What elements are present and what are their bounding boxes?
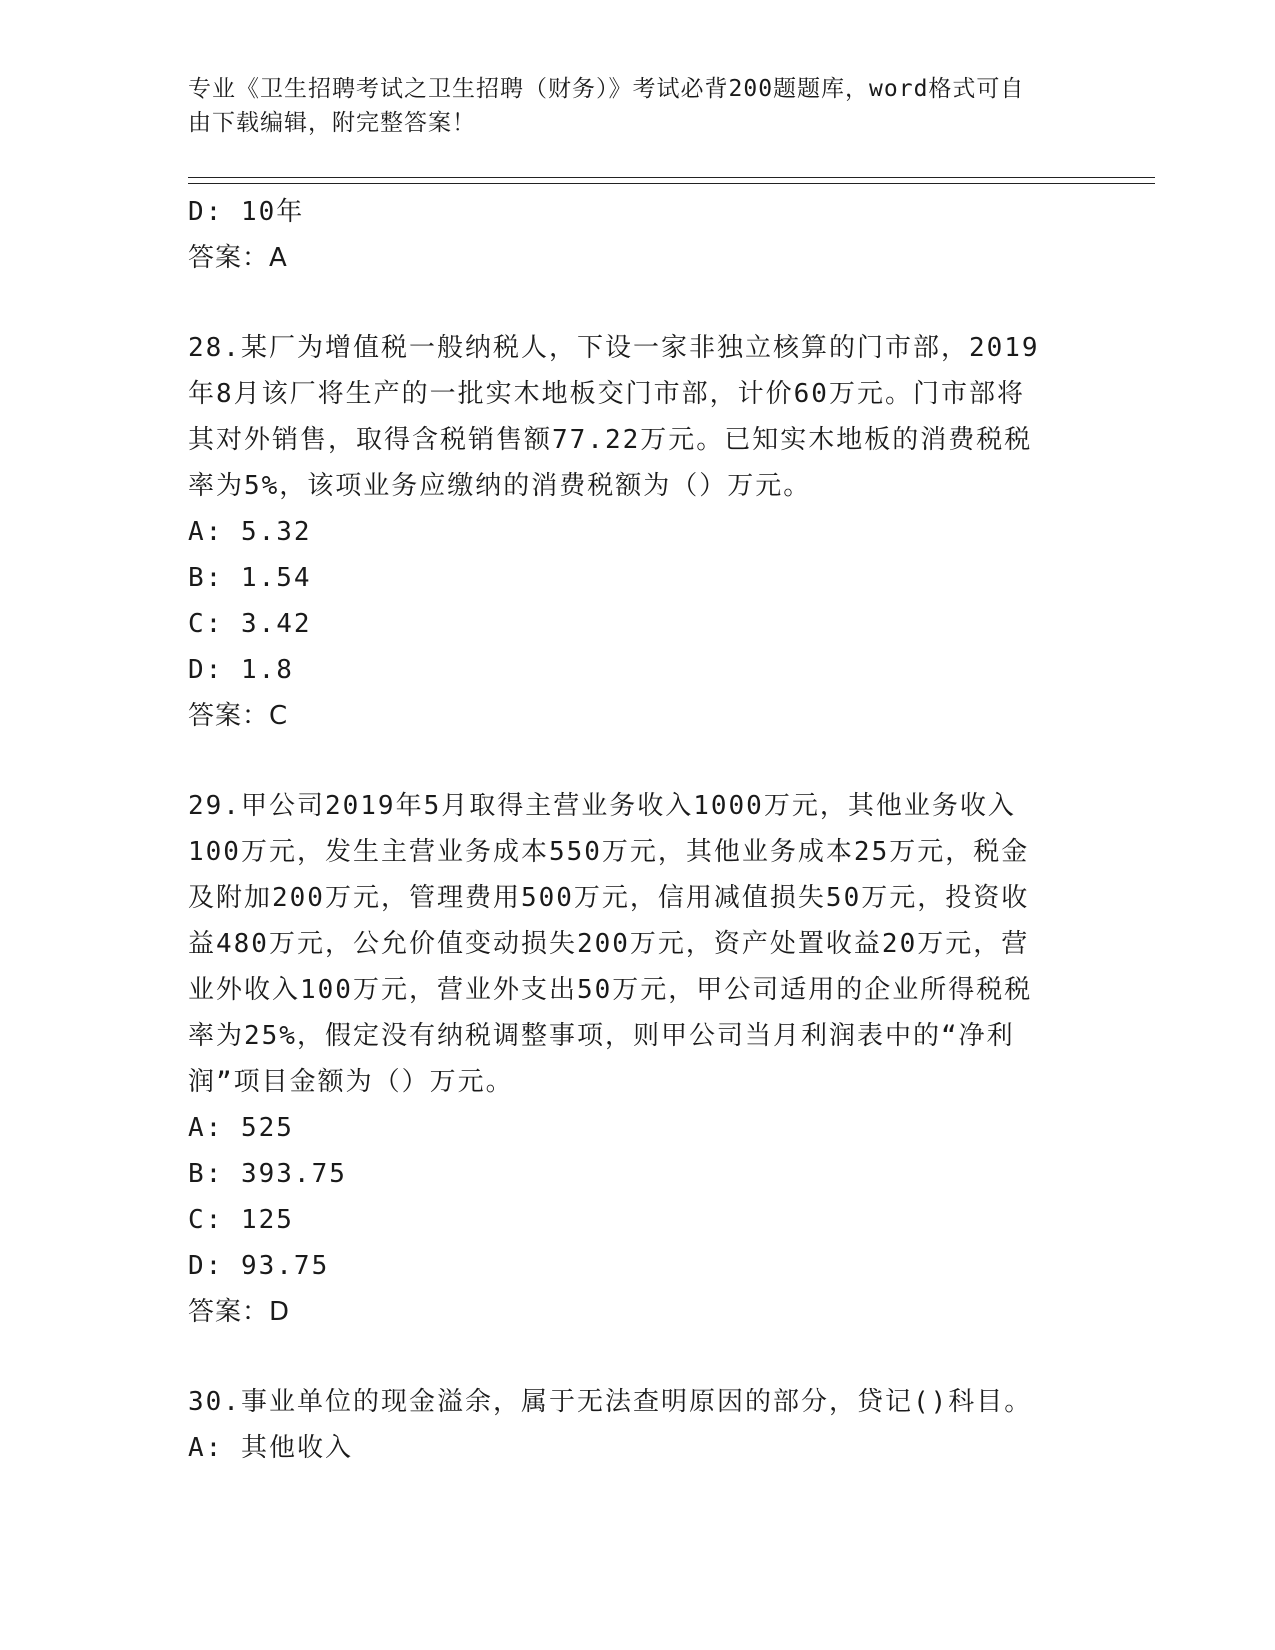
option-b: B: 1.54 (188, 563, 312, 593)
question-text-line: 益480万元，公允价值变动损失200万元，资产处置收益20万元，营 (188, 929, 1030, 959)
header-divider (188, 177, 1155, 178)
option-c: C: 125 (188, 1205, 294, 1235)
question-text-line: 率为25%，假定没有纳税调整事项，则甲公司当月利润表中的“净利 (188, 1021, 1015, 1051)
option-b: B: 393.75 (188, 1159, 347, 1189)
spacer (188, 739, 1088, 783)
option-d: D: 1.8 (188, 655, 294, 685)
question-29 (188, 783, 1088, 1335)
question-28 (188, 325, 1088, 739)
header-title-line-2: 由下载编辑，附完整答案！ (188, 110, 476, 136)
header-title-line-1: 专业《卫生招聘考试之卫生招聘（财务）》考试必背200题题库，word格式可自 (188, 76, 1025, 102)
question-30 (188, 1379, 1088, 1471)
answer-line: 答案：A (188, 243, 288, 273)
answer-line: 答案：C (188, 701, 289, 731)
page-header (188, 72, 1068, 140)
header-divider-double (188, 183, 1155, 184)
question-text-line: 及附加200万元，管理费用500万元，信用减值损失50万元，投资收 (188, 883, 1030, 913)
question-text-line: 其对外销售，取得含税销售额77.22万元。已知实木地板的消费税税 (188, 425, 1033, 455)
question-text-line: 年8月该厂将生产的一批实木地板交门市部，计价60万元。门市部将 (188, 379, 1025, 409)
answer-line: 答案：D (188, 1297, 291, 1327)
question-content (188, 189, 1088, 1471)
option-d: D: 93.75 (188, 1251, 330, 1281)
question-text-line: 29.甲公司2019年5月取得主营业务收入1000万元，其他业务收入 (188, 791, 1016, 821)
question-text-line: 100万元，发生主营业务成本550万元，其他业务成本25万元，税金 (188, 837, 1030, 867)
spacer (188, 1335, 1088, 1379)
option-c: C: 3.42 (188, 609, 312, 639)
option-a: A: 其他收入 (188, 1433, 353, 1463)
question-text-line: 率为5%，该项业务应缴纳的消费税额为（）万元。 (188, 471, 812, 501)
option-d: D: 10年 (188, 197, 305, 227)
question-text-line: 28.某厂为增值税一般纳税人，下设一家非独立核算的门市部，2019 (188, 333, 1040, 363)
spacer (188, 281, 1088, 325)
option-a: A: 5.32 (188, 517, 312, 547)
question-text-line: 润”项目金额为（）万元。 (188, 1067, 514, 1097)
question-text-line: 业外收入100万元，营业外支出50万元，甲公司适用的企业所得税税 (188, 975, 1033, 1005)
question-text-line: 30.事业单位的现金溢余，属于无法查明原因的部分，贷记()科目。 (188, 1387, 1033, 1417)
option-a: A: 525 (188, 1113, 294, 1143)
